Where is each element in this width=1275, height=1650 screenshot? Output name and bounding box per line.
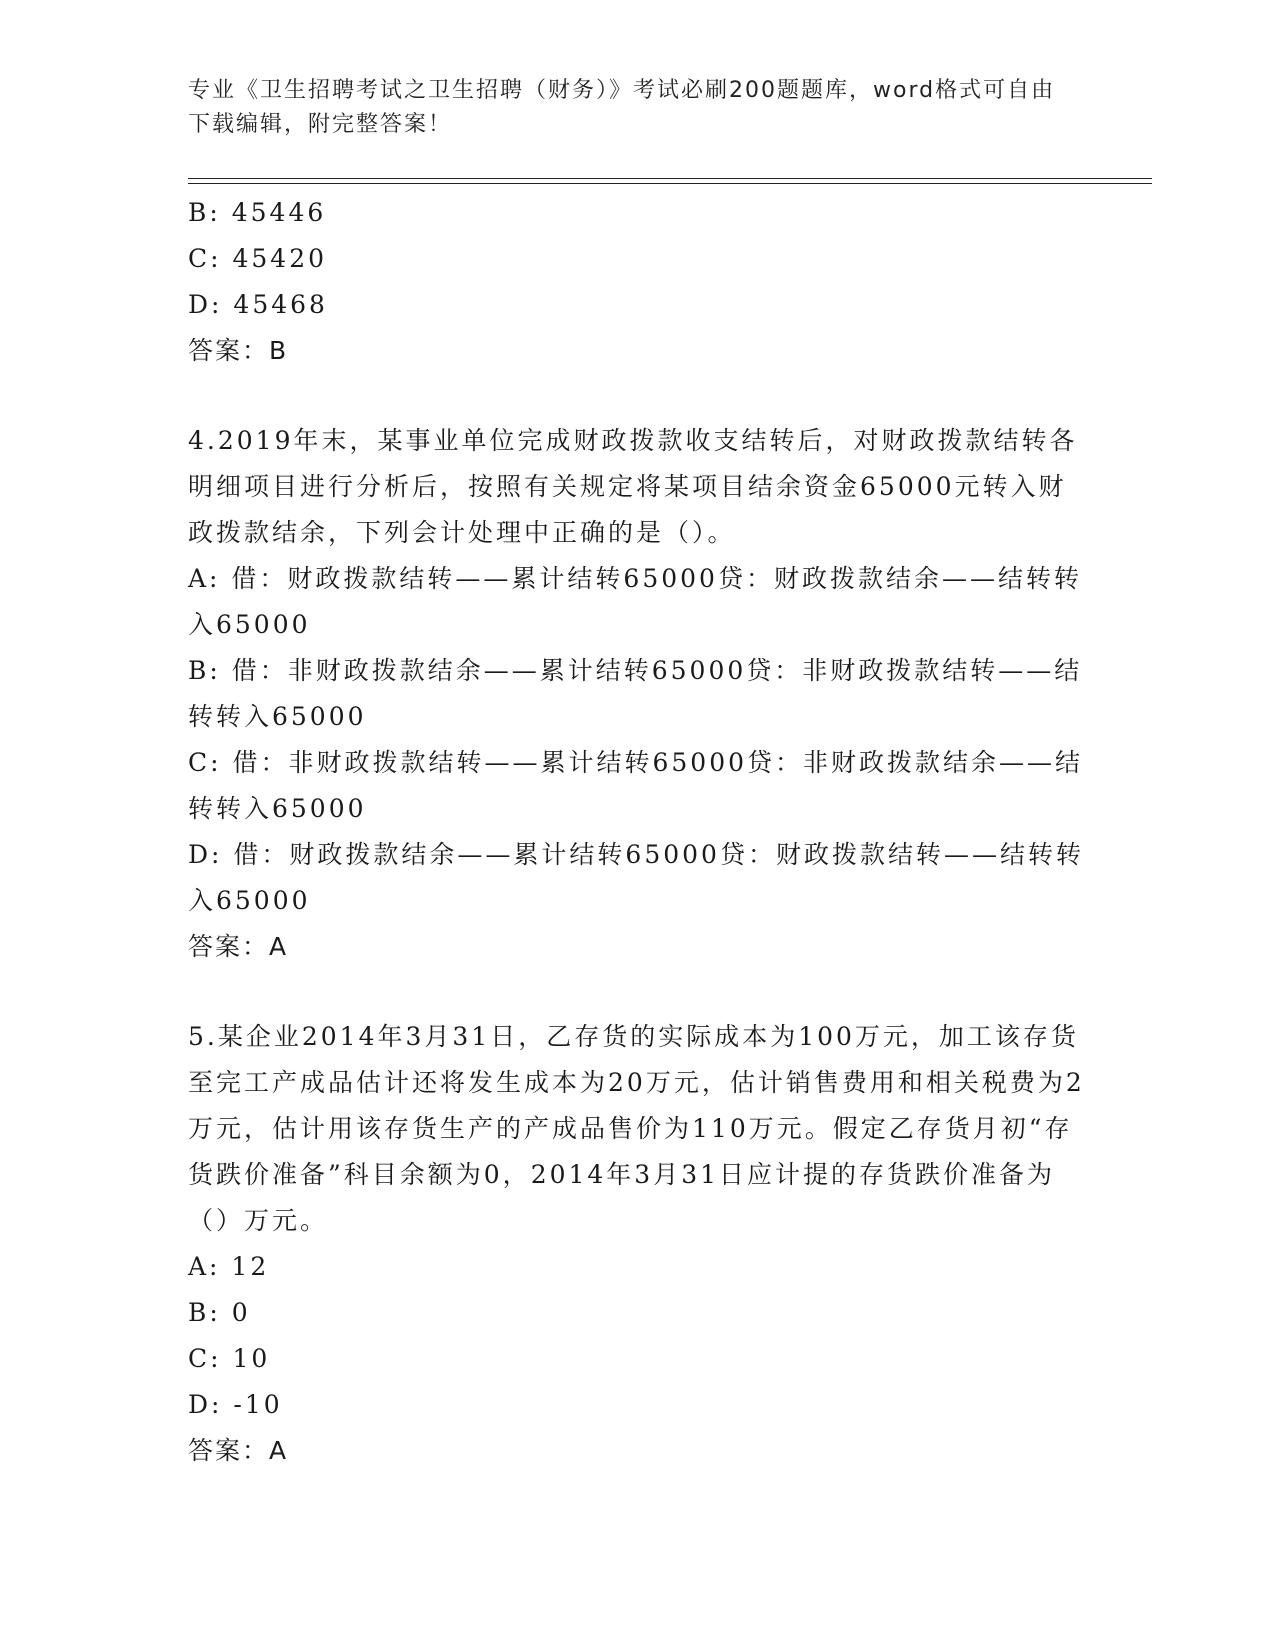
option-b: B: 借：非财政拨款结余——累计结转65000贷：非财政拨款结转——结转转入65000 xyxy=(188,656,1083,731)
answer: 答案：A xyxy=(188,932,289,961)
question-3-continued xyxy=(188,190,1088,374)
header-rule-top xyxy=(188,178,1152,179)
question-4 xyxy=(188,418,1088,970)
question-text: 4.2019年末，某事业单位完成财政拨款收支结转后，对财政拨款结转各明细项目进行分析后，按照有关规定将某项目结余资金65000元转入财政拨款结余，下列会计处理中正确的是（）。 xyxy=(188,426,1078,547)
option-c: C: 借：非财政拨款结转——累计结转65000贷：非财政拨款结余——结转转入65000 xyxy=(188,748,1084,823)
header-rule-bottom xyxy=(188,183,1152,184)
option-c: C: 45420 xyxy=(188,244,328,273)
answer: 答案：A xyxy=(188,1436,289,1465)
option-d: D: -10 xyxy=(188,1390,283,1419)
spacer xyxy=(188,970,1088,1014)
option-d: D: 45468 xyxy=(188,290,328,319)
option-c: C: 10 xyxy=(188,1344,271,1373)
option-a: A: 12 xyxy=(188,1252,270,1281)
answer: 答案：B xyxy=(188,336,289,365)
question-text: 5.某企业2014年3月31日，乙存货的实际成本为100万元，加工该存货至完工产成品估计还将发生成本为20万元，估计销售费用和相关税费为2万元，估计用该存货生产的产成品售价为110万元。假定乙存货月初“存货跌价准备”科目余额为0，2014年3月31日应计提的存货跌价准备为（）万元。 xyxy=(188,1022,1085,1235)
document-header: 专业《卫生招聘考试之卫生招聘（财务）》考试必刷200题题库，word格式可自由下载编辑，附完整答案！ xyxy=(188,78,1056,137)
option-b: B: 0 xyxy=(188,1298,251,1327)
option-b: B: 45446 xyxy=(188,198,327,227)
option-d: D: 借：财政拨款结余——累计结转65000贷：财政拨款结转——结转转入65000 xyxy=(188,840,1084,915)
spacer xyxy=(188,374,1088,418)
question-5 xyxy=(188,1014,1088,1474)
option-a: A: 借：财政拨款结转——累计结转65000贷：财政拨款结余——结转转入65000 xyxy=(188,564,1082,639)
document-body xyxy=(188,190,1088,1474)
